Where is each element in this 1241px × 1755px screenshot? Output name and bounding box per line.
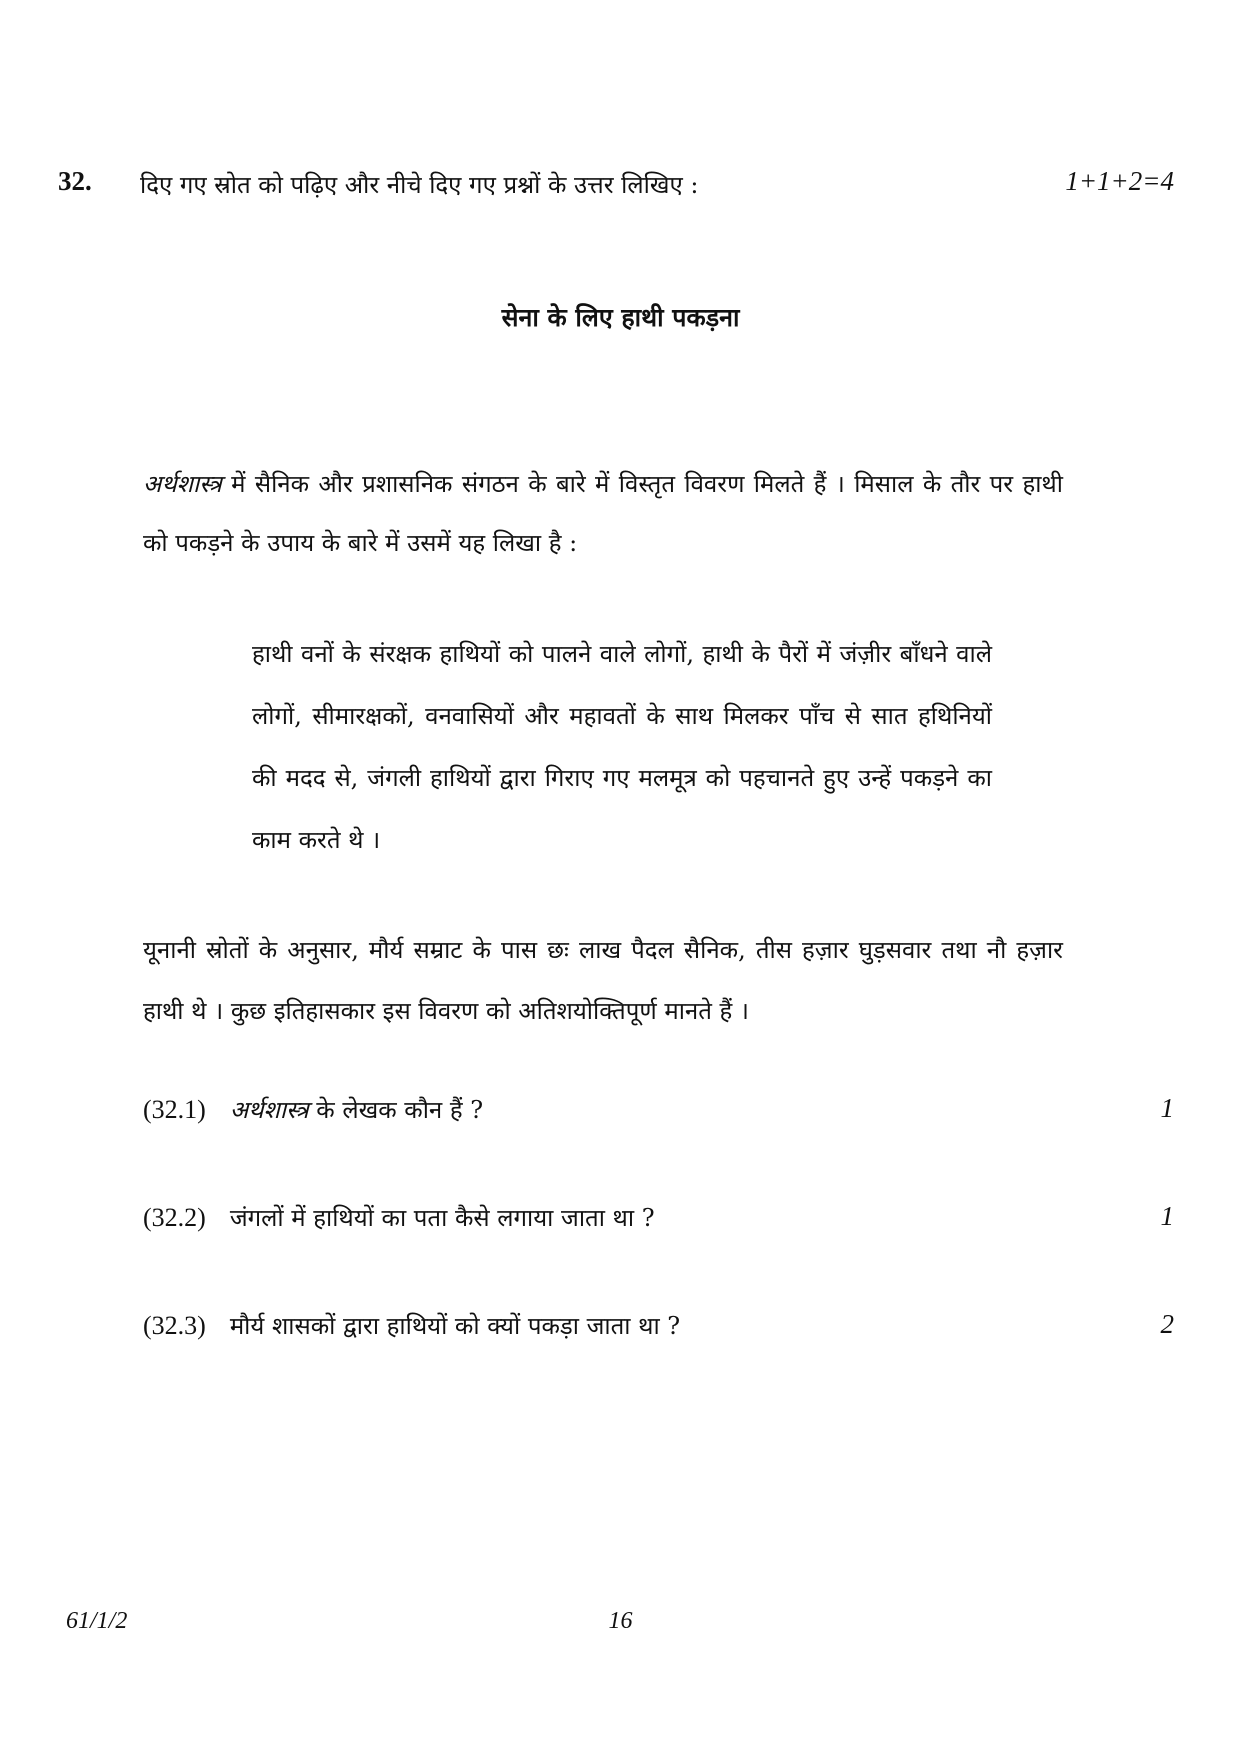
subquestion-italic: अर्थशास्त्र (229, 1096, 309, 1124)
subquestion-number: (32.3) (143, 1311, 206, 1340)
intro-text: में सैनिक और प्रशासनिक संगठन के बारे में विस्तृत विवरण मिलते हैं । मिसाल के तौर पर हाथी को पकड़ने के उपाय के बारे में उसमें यह लिखा है : (143, 470, 1063, 557)
subquestion-1 (143, 1093, 483, 1126)
subquestion-number: (32.2) (143, 1203, 206, 1232)
subquestion-text: के लेखक कौन हैं ? (308, 1096, 484, 1124)
subquestion-text: मौर्य शासकों द्वारा हाथियों को क्यों पकड़ा जाता था ? (229, 1312, 681, 1340)
source-title: सेना के लिए हाथी पकड़ना (501, 303, 740, 332)
question-instruction: दिए गए स्रोत को पढ़िए और नीचे दिए गए प्रश्नों के उत्तर लिखिए : (140, 171, 699, 199)
subquestion-3-marks: 2 (1160, 1309, 1174, 1339)
paper-code: 61/1/2 (66, 1608, 128, 1634)
subquestion-2-marks: 1 (1160, 1201, 1174, 1231)
subquestion-1-marks: 1 (1160, 1093, 1174, 1123)
question-marks: 1+1+2=4 (1065, 166, 1174, 196)
page-number: 16 (608, 1608, 633, 1634)
subquestion-text: जंगलों में हाथियों का पता कैसे लगाया जाता था ? (229, 1204, 655, 1232)
subquestion-number: (32.1) (143, 1095, 206, 1124)
question-number: 32. (58, 166, 92, 196)
source-intro (143, 455, 1063, 573)
source-greek-note: यूनानी स्रोतों के अनुसार, मौर्य सम्राट के पास छः लाख पैदल सैनिक, तीस हज़ार घुड़सवार तथा नौ हज़ार हाथी थे । कुछ इतिहासकार इस विवरण को अतिशयोक्तिपूर्ण मानते हैं । (143, 936, 1063, 1025)
subquestion-3 (143, 1309, 680, 1342)
subquestion-2 (143, 1201, 655, 1234)
intro-book-title: अर्थशास्त्र (143, 470, 222, 498)
source-quote: हाथी वनों के संरक्षक हाथियों को पालने वाले लोगों, हाथी के पैरों में जंज़ीर बाँधने वाले लोगों, सीमारक्षकों, वनवासियों और महावतों के साथ मिलकर पाँच से सात हथिनियों की मदद से, जंगली हाथियों द्वारा गिराए गए मलमूत्र को पहचानते हुए उन्हें पकड़ने का काम करते थे । (252, 640, 992, 854)
